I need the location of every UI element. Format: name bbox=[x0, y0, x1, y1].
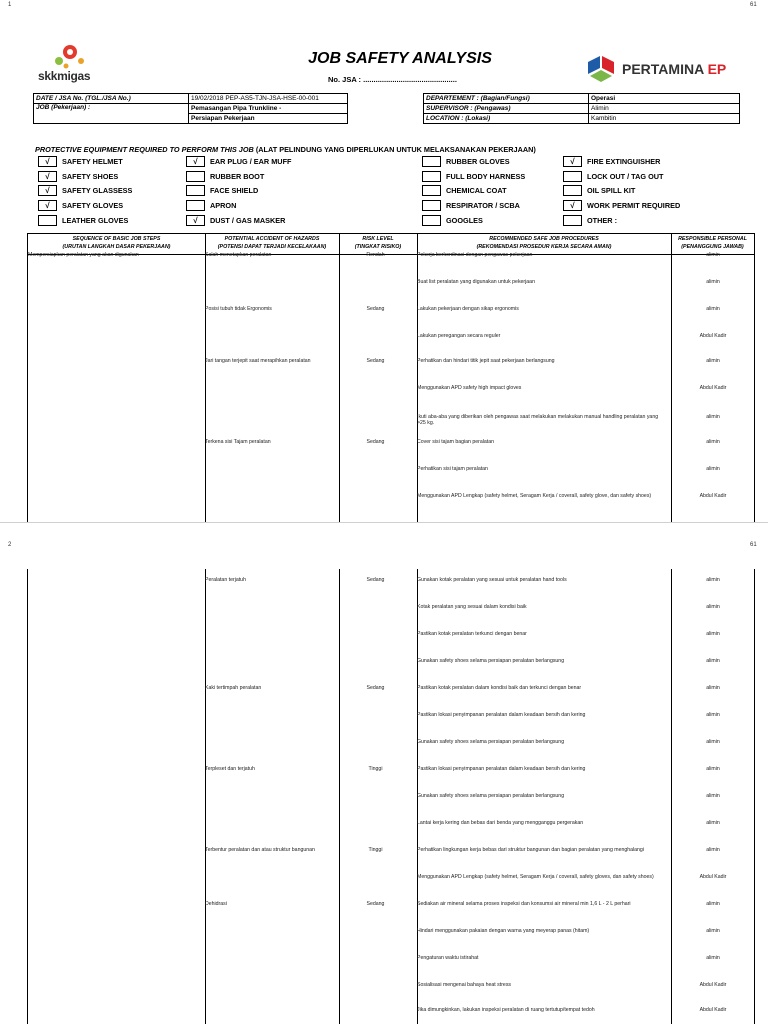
ppe-item bbox=[38, 185, 178, 197]
job-label: JOB (Pekerjaan) : bbox=[34, 104, 189, 124]
procedure-cell: Sosialisasi mengenai bahaya heat stress bbox=[417, 982, 512, 988]
procedure-cell: Kotak peralatan yang sesuai dalam kondisi baik bbox=[417, 604, 527, 610]
responsible-cell: alimin bbox=[706, 439, 720, 445]
ppe-item bbox=[563, 156, 733, 168]
jsa-number: No. JSA : ............................................. bbox=[328, 75, 457, 84]
risk-level-cell: Tinggi bbox=[368, 766, 383, 772]
responsible-cell: Abdul Kadir bbox=[699, 1007, 727, 1013]
responsible-cell: Abdul Kadir bbox=[699, 982, 727, 988]
ppe-item bbox=[563, 215, 733, 227]
ppe-checkbox[interactable] bbox=[38, 171, 57, 182]
procedure-cell: Gunakan safety shoes selama persiapan peralatan berlangsung bbox=[417, 658, 565, 664]
ppe-checkbox[interactable] bbox=[186, 215, 205, 226]
page-number-left: 2 bbox=[8, 542, 12, 548]
supervisor-label: SUPERVISOR : (Pengawas) bbox=[424, 104, 589, 114]
ppe-item bbox=[186, 171, 326, 183]
job-value-line-2: Persiapan Pekerjaan bbox=[189, 114, 348, 124]
page-divider bbox=[0, 522, 768, 539]
supervisor-value: Alimin bbox=[589, 104, 740, 114]
ppe-item-label: OTHER : bbox=[587, 216, 617, 225]
ppe-item bbox=[563, 185, 733, 197]
ppe-checkbox[interactable] bbox=[38, 185, 57, 196]
ppe-section-title bbox=[35, 145, 536, 154]
responsible-cell: alimin bbox=[706, 712, 720, 718]
risk-level-cell: Sedang bbox=[366, 901, 385, 907]
skkmigas-emblem-icon bbox=[38, 42, 108, 72]
ppe-item-label: WORK PERMIT REQUIRED bbox=[587, 201, 681, 210]
jsa-page-2 bbox=[0, 538, 768, 1024]
ppe-item-label: RESPIRATOR / SCBA bbox=[446, 201, 520, 210]
checkmark-icon: √ bbox=[45, 172, 50, 181]
ppe-item-label: RUBBER GLOVES bbox=[446, 157, 510, 166]
ppe-item-label: DUST / GAS MASKER bbox=[210, 216, 286, 225]
procedure-cell: Menggunakan APD Lengkap (safety helmet, Seragam Kerja / coverall, safety glove, dan safety shoes) bbox=[417, 493, 652, 499]
ppe-item-label: CHEMICAL COAT bbox=[446, 186, 507, 195]
pertamina-emblem-icon bbox=[584, 52, 618, 82]
checkmark-icon: √ bbox=[45, 201, 50, 210]
procedure-cell: Perhatikan lingkungan kerja bebas dari struktur bangunan dan bagian peralatan yang menghalangi bbox=[417, 847, 644, 853]
responsible-cell: alimin bbox=[706, 793, 720, 799]
ppe-checkbox[interactable] bbox=[422, 171, 441, 182]
hazard-cell: Terbentur peralatan dan atau struktur bangunan bbox=[205, 847, 315, 853]
hazard-cell: Kaki tertimpah peralatan bbox=[205, 685, 262, 691]
location-label: LOCATION : (Lokasi) bbox=[424, 114, 589, 124]
ppe-item bbox=[422, 185, 552, 197]
ppe-item-label: FULL BODY HARNESS bbox=[446, 172, 526, 181]
procedure-cell: Gunakan safety shoes selama persiapan peralatan berlangsung bbox=[417, 793, 565, 799]
procedure-cell: Perhatikan sisi tajam peralatan bbox=[417, 466, 488, 472]
ppe-item bbox=[563, 171, 733, 183]
ppe-item bbox=[38, 156, 178, 168]
risk-level-cell: Sedang bbox=[366, 306, 385, 312]
hazard-cell: Terkena sisi Tajam peralatan bbox=[205, 439, 271, 445]
risk-level-cell: Sedang bbox=[366, 358, 385, 364]
procedure-cell: Sediakan air mineral selama proses inspeksi dan konsumsi air mineral min 1,6 L - 2 L perhari bbox=[417, 901, 631, 907]
ppe-item bbox=[422, 200, 552, 212]
procedure-cell: Gunakan kotak peralatan yang sesuai untuk peralatan hand tools bbox=[417, 577, 567, 583]
procedure-cell: Pengaturan waktu istirahat bbox=[417, 955, 479, 961]
ppe-checkbox[interactable] bbox=[563, 200, 582, 211]
responsible-cell: alimin bbox=[706, 466, 720, 472]
ppe-item-label: APRON bbox=[210, 201, 237, 210]
ppe-item-label: SAFETY GLOVES bbox=[62, 201, 124, 210]
ppe-checkbox[interactable] bbox=[186, 200, 205, 211]
checkmark-icon: √ bbox=[570, 157, 575, 166]
jsa-table-page-1 bbox=[27, 233, 755, 522]
ppe-item-label: FACE SHIELD bbox=[210, 186, 259, 195]
responsible-cell: alimin bbox=[706, 306, 720, 312]
ppe-checkbox[interactable] bbox=[186, 171, 205, 182]
procedure-cell: Pastikan lokasi penyimpanan peralatan dalam keadaan bersih dan kering bbox=[417, 766, 586, 772]
ppe-title-main: PROTECTIVE EQUIPMENT REQUIRED TO PERFORM THIS JOB bbox=[35, 145, 254, 154]
ppe-checkbox[interactable] bbox=[563, 185, 582, 196]
ppe-checkbox[interactable] bbox=[422, 215, 441, 226]
ppe-checkbox[interactable] bbox=[563, 171, 582, 182]
ppe-item bbox=[422, 171, 552, 183]
ppe-checkbox[interactable] bbox=[38, 200, 57, 211]
procedure-cell: Pastikan lokasi penyimpanan peralatan dalam keadaan bersih dan kering bbox=[417, 712, 586, 718]
responsible-cell: alimin bbox=[706, 252, 720, 258]
procedure-cell: Buat list peralatan yang digunakan untuk pekerjaan bbox=[417, 279, 535, 285]
risk-level-cell: Sedang bbox=[366, 439, 385, 445]
hazard-cell: Terpleset dan terjatuh bbox=[205, 766, 255, 772]
responsible-cell: alimin bbox=[706, 414, 720, 420]
ppe-checkbox[interactable] bbox=[38, 215, 57, 226]
ppe-item bbox=[38, 215, 178, 227]
checkmark-icon: √ bbox=[193, 157, 198, 166]
responsible-cell: alimin bbox=[706, 658, 720, 664]
ppe-checkbox[interactable] bbox=[563, 215, 582, 226]
page-number-left: 1 bbox=[8, 2, 12, 8]
responsible-cell: alimin bbox=[706, 901, 720, 907]
hazard-cell: Salah menetapkan peralatan bbox=[205, 252, 272, 258]
responsible-cell: alimin bbox=[706, 685, 720, 691]
date-label: DATE / JSA No. (TGL./JSA No.) bbox=[34, 94, 189, 104]
ppe-item bbox=[186, 156, 326, 168]
hazard-cell: Jari tangan terjepit saat merapihkan peralatan bbox=[205, 358, 311, 364]
skkmigas-logo bbox=[38, 42, 108, 86]
checkmark-icon: √ bbox=[570, 201, 575, 210]
ppe-item bbox=[186, 215, 326, 227]
ppe-item-label: SAFETY SHOES bbox=[62, 172, 119, 181]
ppe-item bbox=[563, 200, 733, 212]
procedure-cell: Lakukan peregangan secara reguler bbox=[417, 333, 501, 339]
checkmark-icon: √ bbox=[193, 216, 198, 225]
risk-level-cell: Sedang bbox=[366, 685, 385, 691]
procedure-cell: Gunakan safety shoes selama persiapan peralatan berlangsung bbox=[417, 739, 565, 745]
procedure-cell: Lantai kerja kering dan bebas dari benda yang mengganggu pergerakan bbox=[417, 820, 584, 826]
ppe-item-label: LOCK OUT / TAG OUT bbox=[587, 172, 664, 181]
ppe-checkbox[interactable] bbox=[422, 156, 441, 167]
procedure-cell: Menggunakan APD Lengkap (safety helmet, Seragam Kerja / coverall, safety gloves, dan safety shoes) bbox=[417, 874, 654, 880]
header-risk-level: RISK LEVEL (TINGKAT RISIKO) bbox=[354, 236, 402, 250]
department-label: DEPARTEMENT : (Bagian/Fungsi) bbox=[424, 94, 589, 104]
ppe-checkbox[interactable] bbox=[186, 185, 205, 196]
hazard-cell: Posisi tubuh tidak Ergonomis bbox=[205, 306, 272, 312]
ppe-item bbox=[422, 215, 552, 227]
job-step-cell: Mempersiapkan peralatan yang akan digunakan bbox=[28, 252, 139, 258]
procedure-cell: Menggunakan APD safety high impact gloves bbox=[417, 385, 522, 391]
pertamina-ep-logo bbox=[584, 52, 729, 84]
procedure-cell: Perhatikan dan hindari titik jepit saat pekerjaan berlangsung bbox=[417, 358, 555, 364]
procedure-cell: Pekerja berkordinasi dengan pengawas pekerjaan bbox=[417, 252, 533, 258]
responsible-cell: alimin bbox=[706, 766, 720, 772]
ppe-checkbox[interactable] bbox=[422, 185, 441, 196]
responsible-cell: alimin bbox=[706, 847, 720, 853]
ppe-item bbox=[38, 171, 178, 183]
ppe-item-label: SAFETY GLASSESS bbox=[62, 186, 133, 195]
ppe-checkbox[interactable] bbox=[563, 156, 582, 167]
ppe-item-label: EAR PLUG / EAR MUFF bbox=[210, 157, 292, 166]
ppe-item-label: OIL SPILL KIT bbox=[587, 186, 636, 195]
ppe-item-label: GOOGLES bbox=[446, 216, 483, 225]
hazard-cell: Peralatan terjatuh bbox=[205, 577, 246, 583]
ppe-item bbox=[186, 185, 326, 197]
ppe-item-label: RUBBER BOOT bbox=[210, 172, 265, 181]
procedure-cell: Lakukan pekerjaan dengan sikap ergonomis bbox=[417, 306, 519, 312]
responsible-cell: alimin bbox=[706, 604, 720, 610]
skkmigas-logo-text: skkmigas bbox=[38, 69, 91, 83]
responsible-cell: Abdul Kadir bbox=[699, 333, 727, 339]
pertamina-ep-text: EP bbox=[707, 61, 727, 77]
procedure-cell: Pastikan kotak peralatan terkunci dengan benar bbox=[417, 631, 527, 637]
header-responsible: RESPONSIBLE PERSONAL (PENANGGUNG JAWAB) bbox=[678, 236, 747, 250]
department-value: Operasi bbox=[589, 94, 740, 104]
ppe-checkbox[interactable] bbox=[186, 156, 205, 167]
job-value-line-1: Pemasangan Pipa Trunkline - bbox=[189, 104, 348, 114]
risk-level-cell: Sedang bbox=[366, 577, 385, 583]
responsible-cell: alimin bbox=[706, 631, 720, 637]
procedure-cell: Cover sisi tajam bagian peralatan bbox=[417, 439, 494, 445]
responsible-cell: Abdul Kadir bbox=[699, 874, 727, 880]
date-value: 19/02/2018 PEP-AS5-TJN-JSA-HSE-00-001 bbox=[189, 94, 348, 104]
responsible-cell: alimin bbox=[706, 577, 720, 583]
location-value: Kambitin bbox=[589, 114, 740, 124]
responsible-cell: alimin bbox=[706, 739, 720, 745]
procedure-cell: Jika dimungkinkan, lakukan inspeksi peralatan di ruang tertutup/tempat tedoh bbox=[417, 1007, 595, 1013]
responsible-cell: alimin bbox=[706, 820, 720, 826]
ppe-item bbox=[186, 200, 326, 212]
procedure-cell: Ikuti aba-aba yang diberikan oleh pengawas saat melakukan melakukan manual handling peralatan yang >25 kg. bbox=[417, 414, 659, 426]
department-info-table bbox=[423, 93, 740, 124]
hazard-cell: Dehidrasi bbox=[205, 901, 227, 907]
document-title: JOB SAFETY ANALYSIS bbox=[308, 50, 492, 67]
ppe-checkbox[interactable] bbox=[38, 156, 57, 167]
responsible-cell: Abdul Kadir bbox=[699, 493, 727, 499]
pertamina-logo-text: PERTAMINA bbox=[622, 61, 704, 77]
risk-level-cell: Rendah bbox=[366, 252, 385, 258]
responsible-cell: alimin bbox=[706, 279, 720, 285]
responsible-cell: alimin bbox=[706, 928, 720, 934]
ppe-item bbox=[422, 156, 552, 168]
header-hazards: POTENTIAL ACCIDENT OF HAZARDS (POTENSI DAPAT TERJADI KECELAKAAN) bbox=[217, 236, 327, 250]
page-number-right: 61 bbox=[750, 542, 757, 548]
ppe-item-label: SAFETY HELMET bbox=[62, 157, 123, 166]
ppe-checkbox[interactable] bbox=[422, 200, 441, 211]
page-number-right: 61 bbox=[750, 2, 757, 8]
ppe-title-sub: (ALAT PELINDUNG YANG DIPERLUKAN UNTUK MELAKSANAKAN PEKERJAAN) bbox=[255, 145, 536, 154]
checkmark-icon: √ bbox=[45, 157, 50, 166]
responsible-cell: alimin bbox=[706, 358, 720, 364]
procedure-cell: Hindari menggunakan pakaian dengan warna yang meyerap panas (hitam) bbox=[417, 928, 590, 934]
risk-level-cell: Tinggi bbox=[368, 847, 383, 853]
header-recommended-procedures: RECOMMENDED SAFE JOB PROCEDURES (REKOMENDASI PROSEDUR KERJA SECARA AMAN) bbox=[476, 236, 612, 250]
responsible-cell: Abdul Kadir bbox=[699, 385, 727, 391]
responsible-cell: alimin bbox=[706, 955, 720, 961]
header-job-steps: SEQUENCE OF BASIC JOB STEPS (URUTAN LANGKAH DASAR PEKERJAAN) bbox=[62, 236, 171, 250]
procedure-cell: Pastikan kotak peralatan dalam kondisi baik dan terkunci dengan benar bbox=[417, 685, 582, 691]
checkmark-icon: √ bbox=[45, 186, 50, 195]
ppe-item bbox=[38, 200, 178, 212]
job-info-table bbox=[33, 93, 348, 124]
ppe-item-label: FIRE EXTINGUISHER bbox=[587, 157, 661, 166]
ppe-item-label: LEATHER GLOVES bbox=[62, 216, 129, 225]
